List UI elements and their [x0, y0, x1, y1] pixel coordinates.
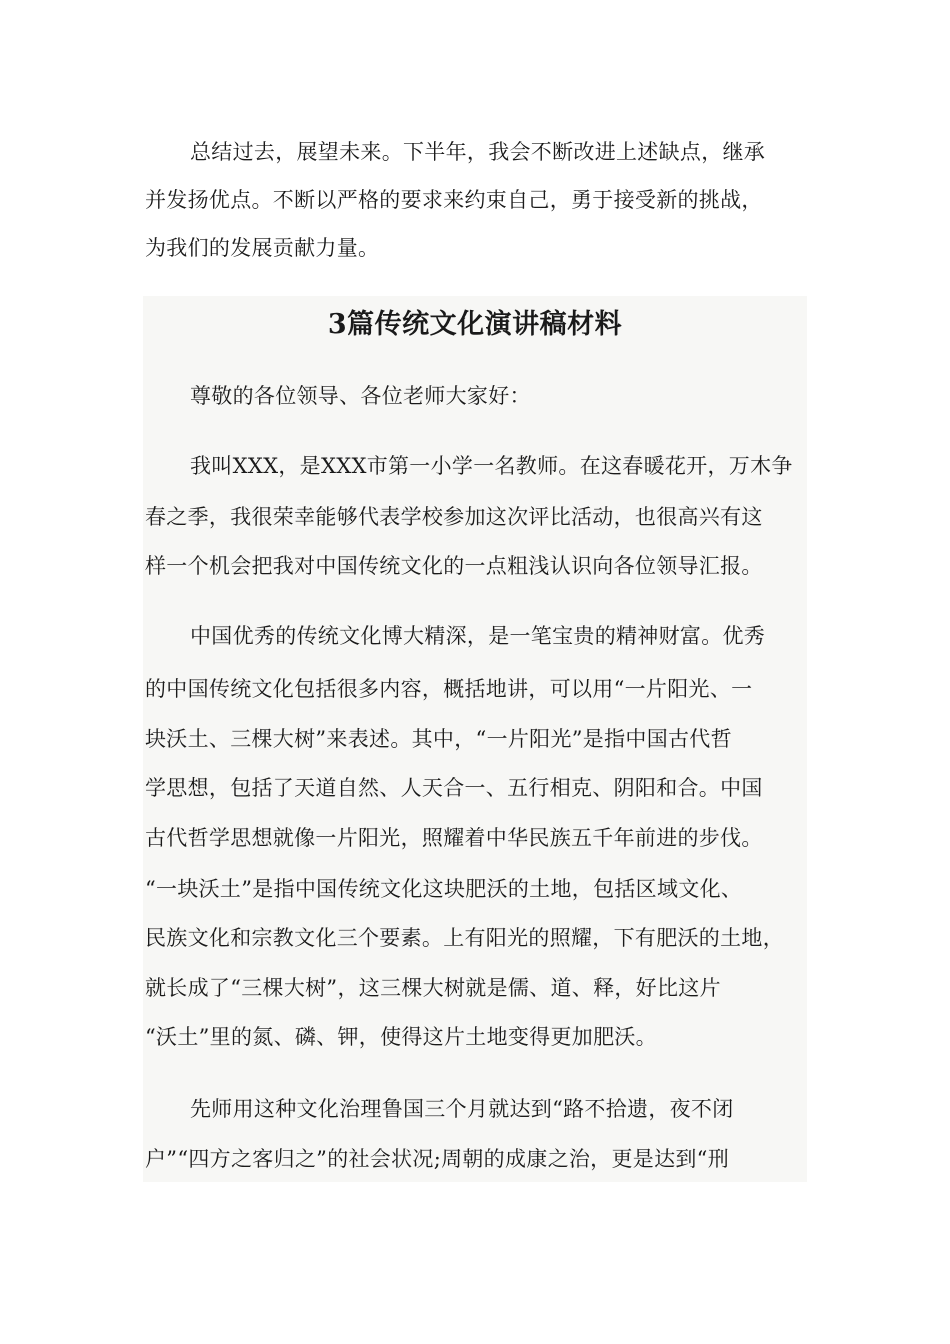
p3-line-1: 先师用这种文化治理鲁国三个月就达到“路不拾遗，夜不闭 [190, 1097, 734, 1121]
intro-line-1: 总结过去，展望未来。下半年，我会不断改进上述缺点，继承 [190, 140, 766, 164]
p1-line-2: 春之季，我很荣幸能够代表学校参加这次评比活动，也很高兴有这 [145, 505, 763, 529]
p2-line-3: 块沃土、三棵大树”来表述。其中，“一片阳光”是指中国古代哲 [145, 727, 732, 751]
p2-line-9: “沃土”里的氮、磷、钾，使得这片土地变得更加肥沃。 [145, 1025, 657, 1049]
p3-line-2: 户”“四方之客归之”的社会状况;周朝的成康之治，更是达到“刑 [145, 1147, 730, 1171]
p2-line-2: 的中国传统文化包括很多内容，概括地讲，可以用“一片阳光、一 [145, 677, 753, 701]
p2-line-4: 学思想，包括了天道自然、人天合一、五行相克、阴阳和合。中国 [145, 776, 763, 800]
p1-line-1: 我叫XXX，是XXX市第一小学一名教师。在这春暖花开，万木争 [190, 454, 793, 478]
p2-line-1: 中国优秀的传统文化博大精深，是一笔宝贵的精神财富。优秀 [190, 624, 766, 648]
p2-line-6: “一块沃土”是指中国传统文化这块肥沃的土地，包括区域文化、 [145, 877, 743, 901]
p2-line-7: 民族文化和宗教文化三个要素。上有阳光的照耀，下有肥沃的土地， [145, 926, 784, 950]
p2-line-8: 就长成了“三棵大树”，这三棵大树就是儒、道、释，好比这片 [145, 976, 721, 1000]
greeting-text: 尊敬的各位领导、各位老师大家好： [190, 384, 531, 408]
intro-line-2: 并发扬优点。不断以严格的要求来约束自己，勇于接受新的挑战， [145, 188, 763, 212]
p1-line-3: 样一个机会把我对中国传统文化的一点粗浅认识向各位领导汇报。 [145, 554, 763, 578]
intro-line-3: 为我们的发展贡献力量。 [145, 236, 380, 260]
p2-line-5: 古代哲学思想就像一片阳光，照耀着中华民族五千年前进的步伐。 [145, 826, 763, 850]
article-title: 3篇传统文化演讲稿材料 [327, 309, 623, 340]
